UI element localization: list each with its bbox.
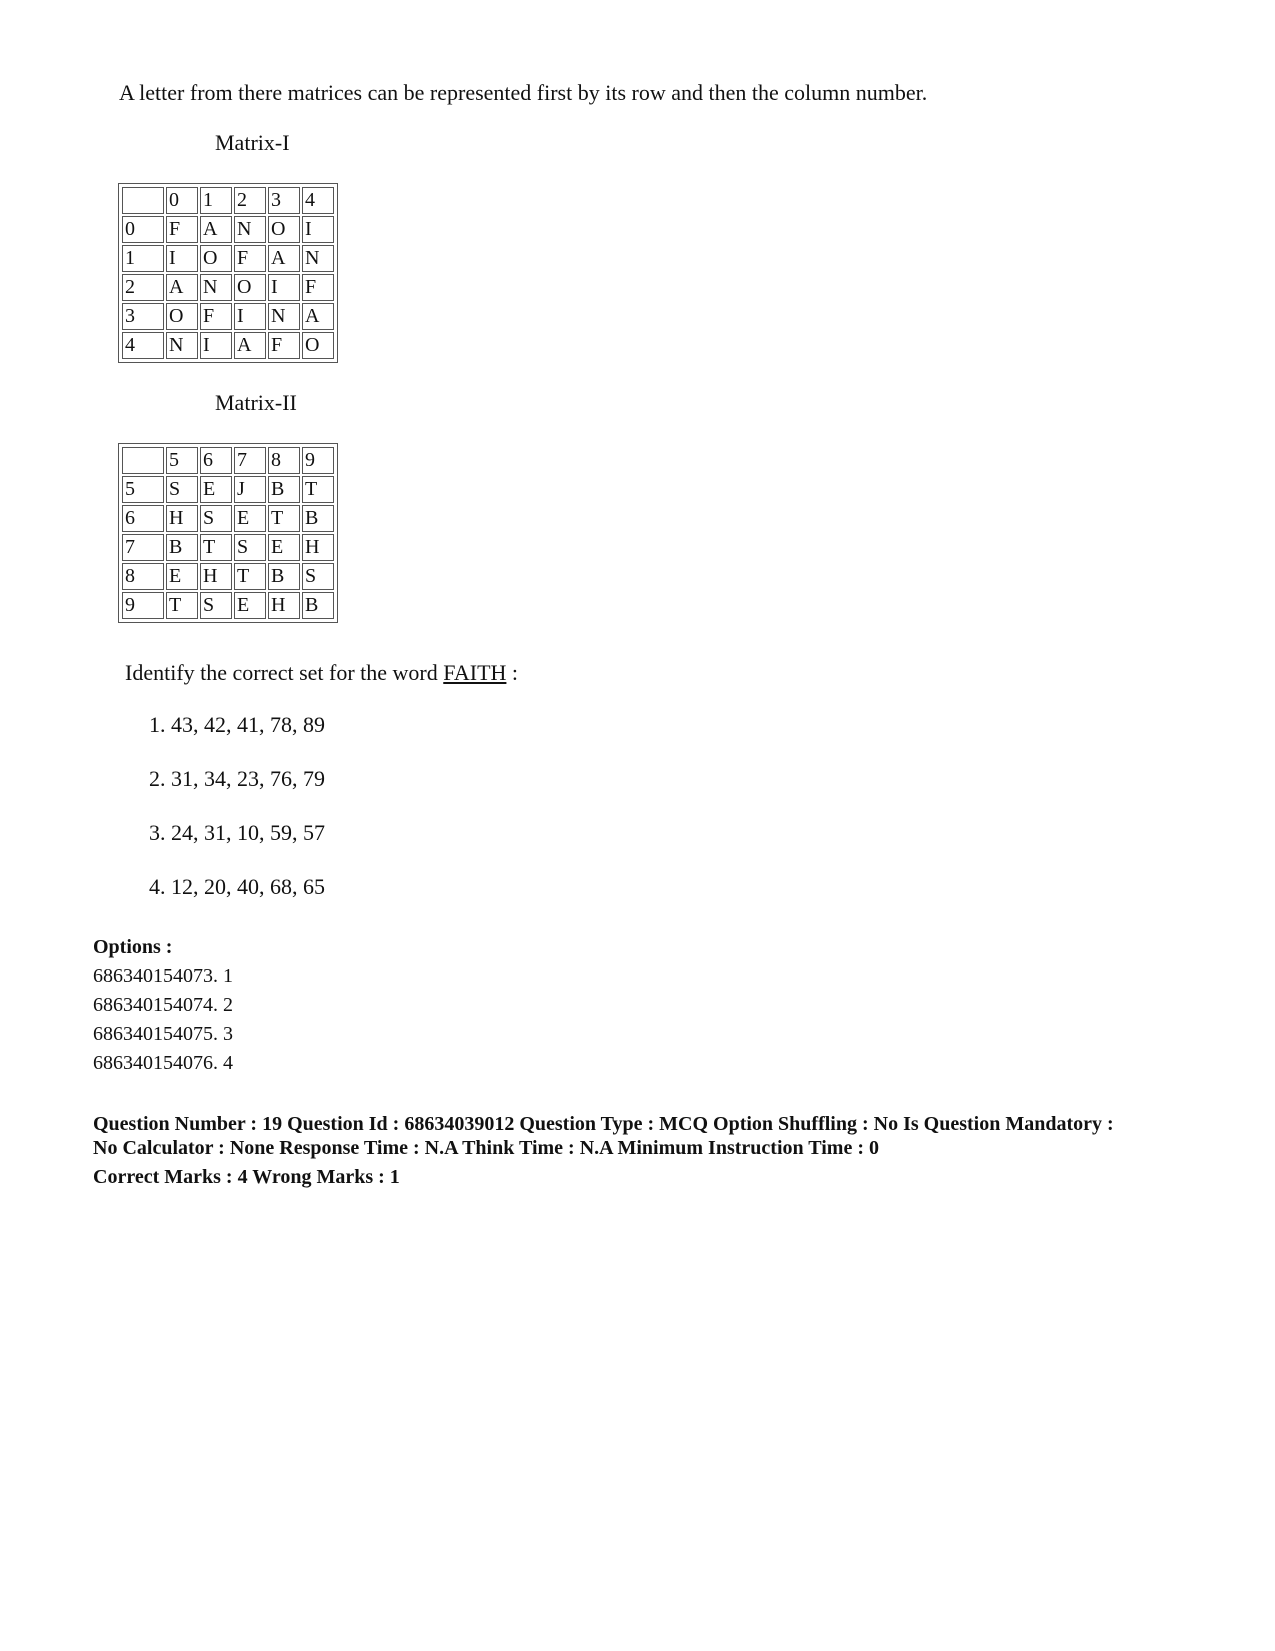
matrix-2-cell: S	[234, 534, 266, 561]
matrix-1-cell: F	[234, 245, 266, 272]
matrix-1-cell: 0	[166, 187, 198, 214]
matrix-1-cell	[122, 187, 164, 214]
matrix-1-cell: N	[234, 216, 266, 243]
matrix-1-cell: F	[166, 216, 198, 243]
matrix-2-cell: E	[200, 476, 232, 503]
matrix-2-cell: S	[302, 563, 334, 590]
matrix-2-cell: S	[200, 592, 232, 619]
matrix-2-cell: B	[302, 592, 334, 619]
matrix-2-cell: E	[166, 563, 198, 590]
matrix-1-cell: O	[302, 332, 334, 359]
matrix-1-cell: N	[166, 332, 198, 359]
options-heading: Options :	[93, 936, 173, 958]
matrix-2-cell: B	[166, 534, 198, 561]
matrix-1-cell: I	[234, 303, 266, 330]
matrix-1-cell: F	[268, 332, 300, 359]
matrix-1-cell: I	[200, 332, 232, 359]
matrix-2-header-row	[122, 447, 334, 474]
matrix-1-row	[122, 332, 334, 359]
choice-1: 1. 43, 42, 41, 78, 89	[149, 712, 325, 737]
matrix-2-cell: 9	[122, 592, 164, 619]
matrix-1-cell: 0	[122, 216, 164, 243]
choice-2: 2. 31, 34, 23, 76, 79	[149, 766, 325, 791]
matrix-1-cell: F	[200, 303, 232, 330]
matrix-2-cell: 7	[122, 534, 164, 561]
matrix-2-cell: H	[268, 592, 300, 619]
matrix-2-cell: E	[234, 505, 266, 532]
matrix-1-cell: I	[302, 216, 334, 243]
matrix-2-row	[122, 534, 334, 561]
matrix-2-cell: H	[200, 563, 232, 590]
matrix-2-row	[122, 563, 334, 590]
matrix-1-cell: N	[268, 303, 300, 330]
matrix-1-cell: O	[166, 303, 198, 330]
matrix-2-cell: 9	[302, 447, 334, 474]
intro-text: A letter from there matrices can be represented first by its row and then the column number.	[119, 80, 928, 105]
matrix-1-cell: A	[234, 332, 266, 359]
matrix-1-header-row	[122, 187, 334, 214]
matrix-1-title: Matrix-I	[215, 130, 290, 155]
option-item: 686340154074. 2	[93, 994, 233, 1016]
matrix-2-cell: 5	[122, 476, 164, 503]
matrix-1-cell: 4	[122, 332, 164, 359]
option-item: 686340154075. 3	[93, 1023, 233, 1045]
matrix-1-cell: 3	[268, 187, 300, 214]
matrix-1-cell: 3	[122, 303, 164, 330]
matrix-2-cell: 5	[166, 447, 198, 474]
option-item: 686340154073. 1	[93, 965, 233, 987]
matrix-2-cell: T	[200, 534, 232, 561]
matrix-2-row	[122, 592, 334, 619]
matrix-2-title: Matrix-II	[215, 390, 297, 415]
question-word: FAITH	[443, 660, 507, 685]
matrix-2-cell: B	[268, 476, 300, 503]
matrix-2-cell: H	[302, 534, 334, 561]
matrix-1-row	[122, 216, 334, 243]
matrix-1-cell: A	[302, 303, 334, 330]
matrix-2-cell: J	[234, 476, 266, 503]
question-text	[125, 660, 518, 686]
matrix-2-cell: H	[166, 505, 198, 532]
matrix-2-row	[122, 476, 334, 503]
matrix-1-table	[118, 183, 338, 363]
matrix-1-row	[122, 245, 334, 272]
option-item: 686340154076. 4	[93, 1052, 233, 1074]
matrix-2-row	[122, 505, 334, 532]
matrix-1-cell: O	[234, 274, 266, 301]
matrix-2-cell: T	[166, 592, 198, 619]
matrix-1-cell: A	[268, 245, 300, 272]
matrix-1-cell: A	[166, 274, 198, 301]
question-meta-line-2: No Calculator : None Response Time : N.A Think Time : N.A Minimum Instruction Time : 0	[93, 1137, 879, 1159]
question-prefix: Identify the correct set for the word	[125, 660, 444, 685]
matrix-1-cell: 4	[302, 187, 334, 214]
matrix-1-cell: O	[268, 216, 300, 243]
matrix-1-row	[122, 274, 334, 301]
matrix-2-cell: S	[166, 476, 198, 503]
matrix-2-cell: T	[302, 476, 334, 503]
matrix-2-cell: B	[302, 505, 334, 532]
matrix-2-cell: T	[268, 505, 300, 532]
matrix-1-cell: N	[200, 274, 232, 301]
matrix-2-cell: 6	[200, 447, 232, 474]
matrix-2-cell: 8	[122, 563, 164, 590]
matrix-1-cell: 1	[200, 187, 232, 214]
question-meta-line-1: Question Number : 19 Question Id : 68634039012 Question Type : MCQ Option Shuffling : No Is Question Mandatory :	[93, 1113, 1114, 1135]
matrix-2-cell: E	[268, 534, 300, 561]
matrix-1-cell: 2	[122, 274, 164, 301]
matrix-1-cell: 1	[122, 245, 164, 272]
matrix-2-cell: 7	[234, 447, 266, 474]
question-marks: Correct Marks : 4 Wrong Marks : 1	[93, 1166, 400, 1188]
matrix-1-cell: N	[302, 245, 334, 272]
matrix-2-table	[118, 443, 338, 623]
matrix-2-cell: S	[200, 505, 232, 532]
matrix-2-cell: B	[268, 563, 300, 590]
choice-4: 4. 12, 20, 40, 68, 65	[149, 874, 325, 899]
matrix-1-cell: 2	[234, 187, 266, 214]
question-suffix: :	[506, 660, 519, 685]
matrix-1-cell: O	[200, 245, 232, 272]
matrix-1-cell: I	[166, 245, 198, 272]
matrix-2-cell: 6	[122, 505, 164, 532]
matrix-2-cell: 8	[268, 447, 300, 474]
matrix-1-cell: I	[268, 274, 300, 301]
matrix-2-cell: T	[234, 563, 266, 590]
matrix-2-cell	[122, 447, 164, 474]
matrix-1-cell: F	[302, 274, 334, 301]
matrix-2-cell: E	[234, 592, 266, 619]
choice-3: 3. 24, 31, 10, 59, 57	[149, 820, 325, 845]
matrix-1-cell: A	[200, 216, 232, 243]
matrix-1-row	[122, 303, 334, 330]
